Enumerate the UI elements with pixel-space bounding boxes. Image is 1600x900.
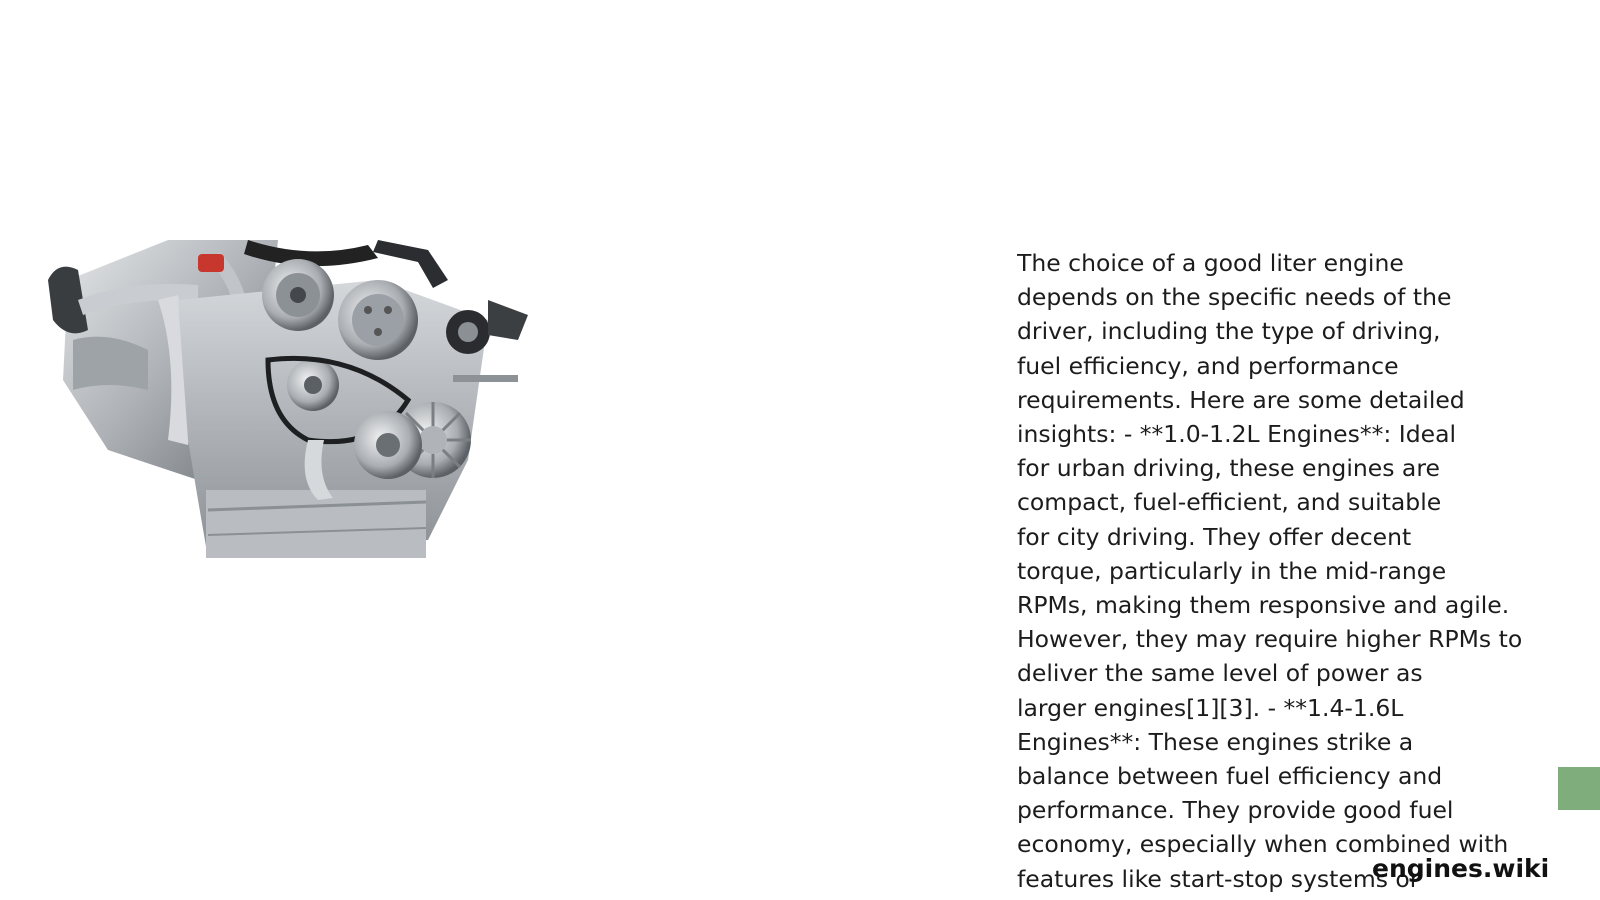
- engine-image: [48, 240, 528, 558]
- article-body: The choice of a good liter engine depends on the specific needs of the driver, including the type of driving, fuel efficiency, and performance requirements. Here are some detailed insights: - **1.0-1.2L Engines**: Ideal for urban driving, these engines are compact, fuel-efficient, and suitable for city driving. They offer decent torque, particularly in the mid-range RPMs, making them responsive and agile. However, they may require higher RPMs to deliver the same level of power as larger engines[1][3]. - **1.4-1.6L Engines**: These engines strike a balance between fuel efficiency and performance. They provide good fuel economy, especially when combined with features like start-stop systems or: [1017, 249, 1523, 893]
- accent-block: [1558, 767, 1600, 810]
- site-brand-label[interactable]: engines.wiki: [1372, 854, 1550, 883]
- article-text-panel: [1017, 246, 1537, 900]
